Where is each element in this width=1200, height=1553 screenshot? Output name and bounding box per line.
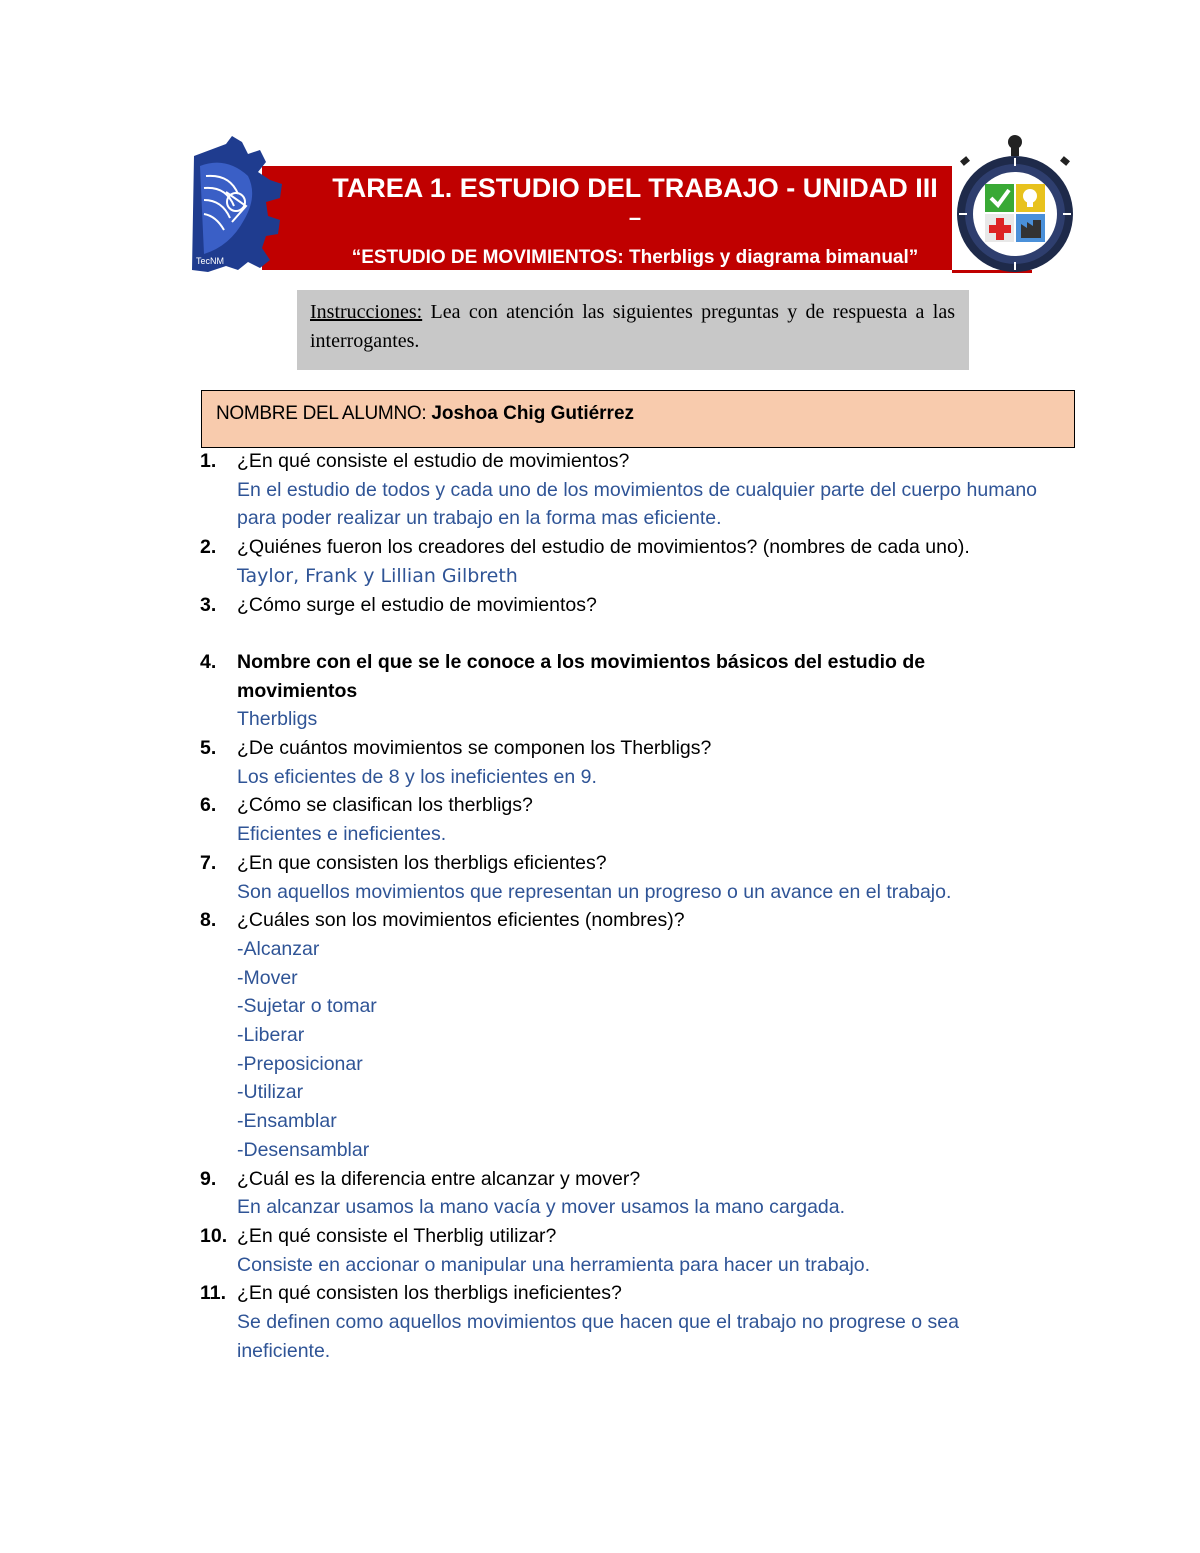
question-text: ¿En qué consiste el estudio de movimientos?	[237, 450, 630, 472]
efficient-movement-item: -Liberar	[237, 1024, 305, 1047]
question-text: ¿De cuántos movimientos se componen los Therbligs?	[237, 737, 712, 760]
document-title-dash: –	[628, 205, 642, 230]
student-name-value: Joshoa Chig Gutiérrez	[431, 403, 635, 424]
question-number: 11.	[200, 1282, 227, 1305]
question-text: ¿Cómo se clasifican los therbligs?	[237, 794, 533, 817]
svg-text:TecNM: TecNM	[196, 256, 225, 266]
question-item-11	[200, 1279, 1050, 1365]
question-text: Nombre con el que se le conoce a los movimientos básicos del estudio de movimientos	[237, 650, 926, 702]
efficient-movement-item: -Sujetar o tomar	[237, 995, 377, 1018]
efficient-movement-item: -Alcanzar	[237, 937, 320, 960]
efficient-movement-item: -Mover	[237, 966, 298, 989]
answer-text: En alcanzar usamos la mano vacía y mover usamos la mano cargada.	[237, 1196, 846, 1219]
question-item-4	[200, 648, 1050, 734]
blank-answer-space	[200, 619, 1050, 648]
question-number: 3.	[200, 593, 217, 616]
question-text: ¿Cuáles son los movimientos eficientes (nombres)?	[237, 909, 685, 932]
answer-text: Therbligs	[237, 708, 318, 731]
question-number: 10.	[200, 1224, 228, 1247]
question-number: 6.	[200, 794, 217, 817]
document-title: TAREA 1. ESTUDIO DEL TRABAJO - UNIDAD III	[332, 173, 938, 203]
question-number: 7.	[200, 851, 217, 874]
instructions-text: Lea con atención las siguientes preguntas y de respuesta a las interrogantes.	[310, 301, 955, 352]
question-item-10	[200, 1222, 1050, 1279]
instructions-label: Instrucciones:	[310, 301, 423, 323]
question-number: 9.	[200, 1167, 217, 1190]
answer-text: Eficientes e ineficientes.	[237, 823, 447, 846]
question-item-7	[200, 849, 1050, 906]
student-name-box	[201, 390, 1075, 448]
question-item-1	[200, 447, 1050, 533]
answer-text: En el estudio de todos y cada uno de los movimientos de cualquier parte del cuerpo humano para poder realizar un trabajo en la forma mas eficiente.	[237, 478, 1038, 530]
instructions-box	[297, 290, 969, 370]
question-number: 2.	[200, 536, 217, 559]
question-number: 8.	[200, 909, 217, 932]
question-number: 1.	[200, 450, 217, 472]
question-item-3	[200, 591, 1050, 620]
question-item-9	[200, 1165, 1050, 1222]
question-text: ¿En qué consiste el Therblig utilizar?	[237, 1224, 557, 1247]
question-item-2	[200, 533, 1050, 590]
efficient-movement-item: -Utilizar	[237, 1081, 304, 1104]
efficient-movement-item: -Ensamblar	[237, 1110, 337, 1133]
answer-text: Se definen como aquellos movimientos que hacen que el trabajo no progrese o sea ineficiente.	[237, 1311, 959, 1362]
industrial-engineering-seal	[955, 132, 1075, 282]
answer-text: Consiste en accionar o manipular una herramienta para hacer un trabajo.	[237, 1253, 871, 1276]
question-text: ¿En qué consisten los therbligs ineficientes?	[237, 1282, 622, 1305]
question-text: ¿Quiénes fueron los creadores del estudio de movimientos? (nombres de cada uno).	[237, 536, 970, 559]
question-number: 4.	[200, 650, 217, 673]
answer-text: Los eficientes de 8 y los ineficientes en 9.	[237, 765, 597, 788]
answer-text: Son aquellos movimientos que representan un progreso o un avance en el trabajo.	[237, 880, 952, 903]
efficient-movement-item: -Preposicionar	[237, 1052, 363, 1075]
efficient-movement-item: -Desensamblar	[237, 1138, 370, 1161]
question-item-8	[200, 906, 1050, 1164]
question-text: ¿En que consisten los therbligs eficientes?	[237, 851, 607, 874]
questions-list	[200, 447, 1050, 1365]
question-number: 5.	[200, 737, 217, 760]
question-item-6	[200, 791, 1050, 848]
answer-text: Taylor, Frank y Lillian Gilbreth	[237, 564, 518, 587]
question-text: ¿Cómo surge el estudio de movimientos?	[237, 593, 597, 616]
document-subtitle: “ESTUDIO DE MOVIMIENTOS: Therbligs y diagrama bimanual”	[351, 247, 919, 268]
question-item-5	[200, 734, 1050, 791]
institution-logo-gear	[186, 136, 282, 274]
student-name-label: NOMBRE DEL ALUMNO:	[216, 403, 432, 424]
question-text: ¿Cuál es la diferencia entre alcanzar y mover?	[237, 1167, 641, 1190]
